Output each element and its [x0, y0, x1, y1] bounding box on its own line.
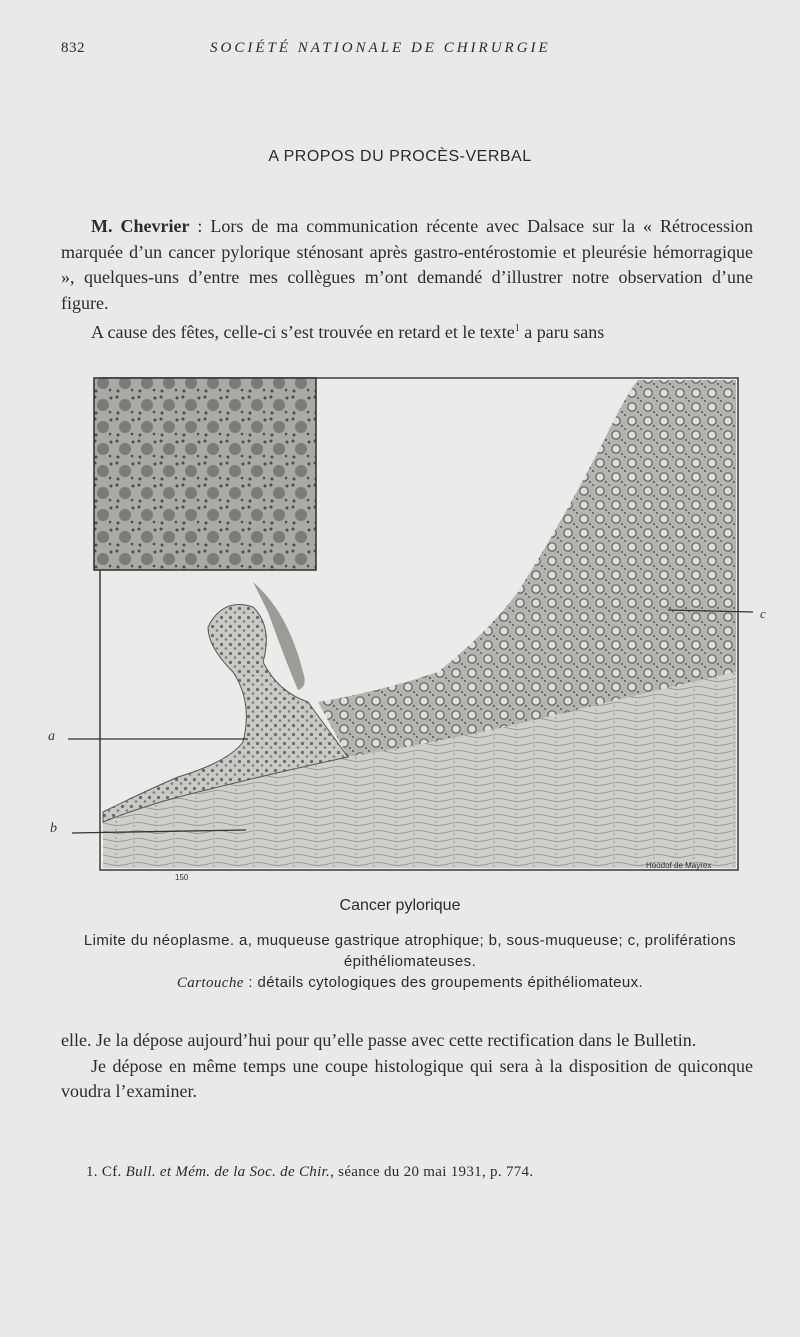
- body-paragraph-2: [61, 316, 753, 346]
- footnote-number: 1.: [86, 1164, 98, 1180]
- footnote: [86, 1164, 533, 1181]
- caption-line-1: Limite du néoplasme. a, muqueuse gastrique atrophique; b, sous-muqueuse; c, proliférations épithéliomateuses.: [83, 932, 737, 970]
- label-b: b: [50, 821, 57, 836]
- body-paragraph-4: Je dépose en même temps une coupe histologique qui sera à la disposition de quiconque voudra l’examiner.: [61, 1055, 753, 1101]
- footnote-suffix: , séance du 20 mai 1931, p. 774.: [330, 1164, 534, 1180]
- footnote-source: Bull. et Mém. de la Soc. de Chir.: [125, 1164, 331, 1180]
- footnote-mark: 1: [514, 323, 520, 334]
- running-head: SOCIÉTÉ NATIONALE DE CHIRURGIE: [210, 40, 551, 56]
- caption-title: Cancer pylorique: [339, 897, 461, 914]
- label-c: c: [760, 606, 766, 621]
- cartouche-inset: [94, 378, 316, 570]
- caption-line-2-text: : détails cytologiques des groupements épithéliomateux.: [243, 974, 644, 991]
- footnote-prefix: Cf.: [101, 1164, 126, 1180]
- paragraph-2-end: a paru sans: [519, 322, 605, 342]
- speaker-name: M. Chevrier: [91, 216, 190, 236]
- caption-cartouche-label: Cartouche: [176, 975, 244, 991]
- section-title: A PROPOS DU PROCÈS-VERBAL: [268, 148, 532, 165]
- paragraph-2-start: A cause des fêtes, celle-ci s’est trouvée en retard et le texte: [91, 322, 515, 342]
- caption-line-2: [60, 972, 760, 994]
- body-paragraph-1: [61, 214, 753, 346]
- histology-figure: [48, 372, 778, 882]
- body-paragraph-3: elle. Je la dépose aujourd’hui pour qu’elle passe avec cette rectification dans le Bulletin.: [61, 1030, 697, 1050]
- body-paragraph-3-container: [61, 1028, 753, 1105]
- label-a: a: [48, 729, 55, 744]
- caption-text: [60, 930, 760, 994]
- paragraph-1-text: : Lors de ma communication récente avec Dalsace sur la « Rétrocession marquée d’un cancer pylorique sténosant après gastro-entérostomie et pleurésie hémorragique », quelques-uns d’entre mes collègues m’ont demandé d’illustrer notre observation d’une figure.: [61, 216, 753, 313]
- page-number: 832: [61, 40, 85, 56]
- engraver-signature: Hoodof de Mayrex: [646, 861, 712, 870]
- magnification-mark: 150: [175, 873, 189, 882]
